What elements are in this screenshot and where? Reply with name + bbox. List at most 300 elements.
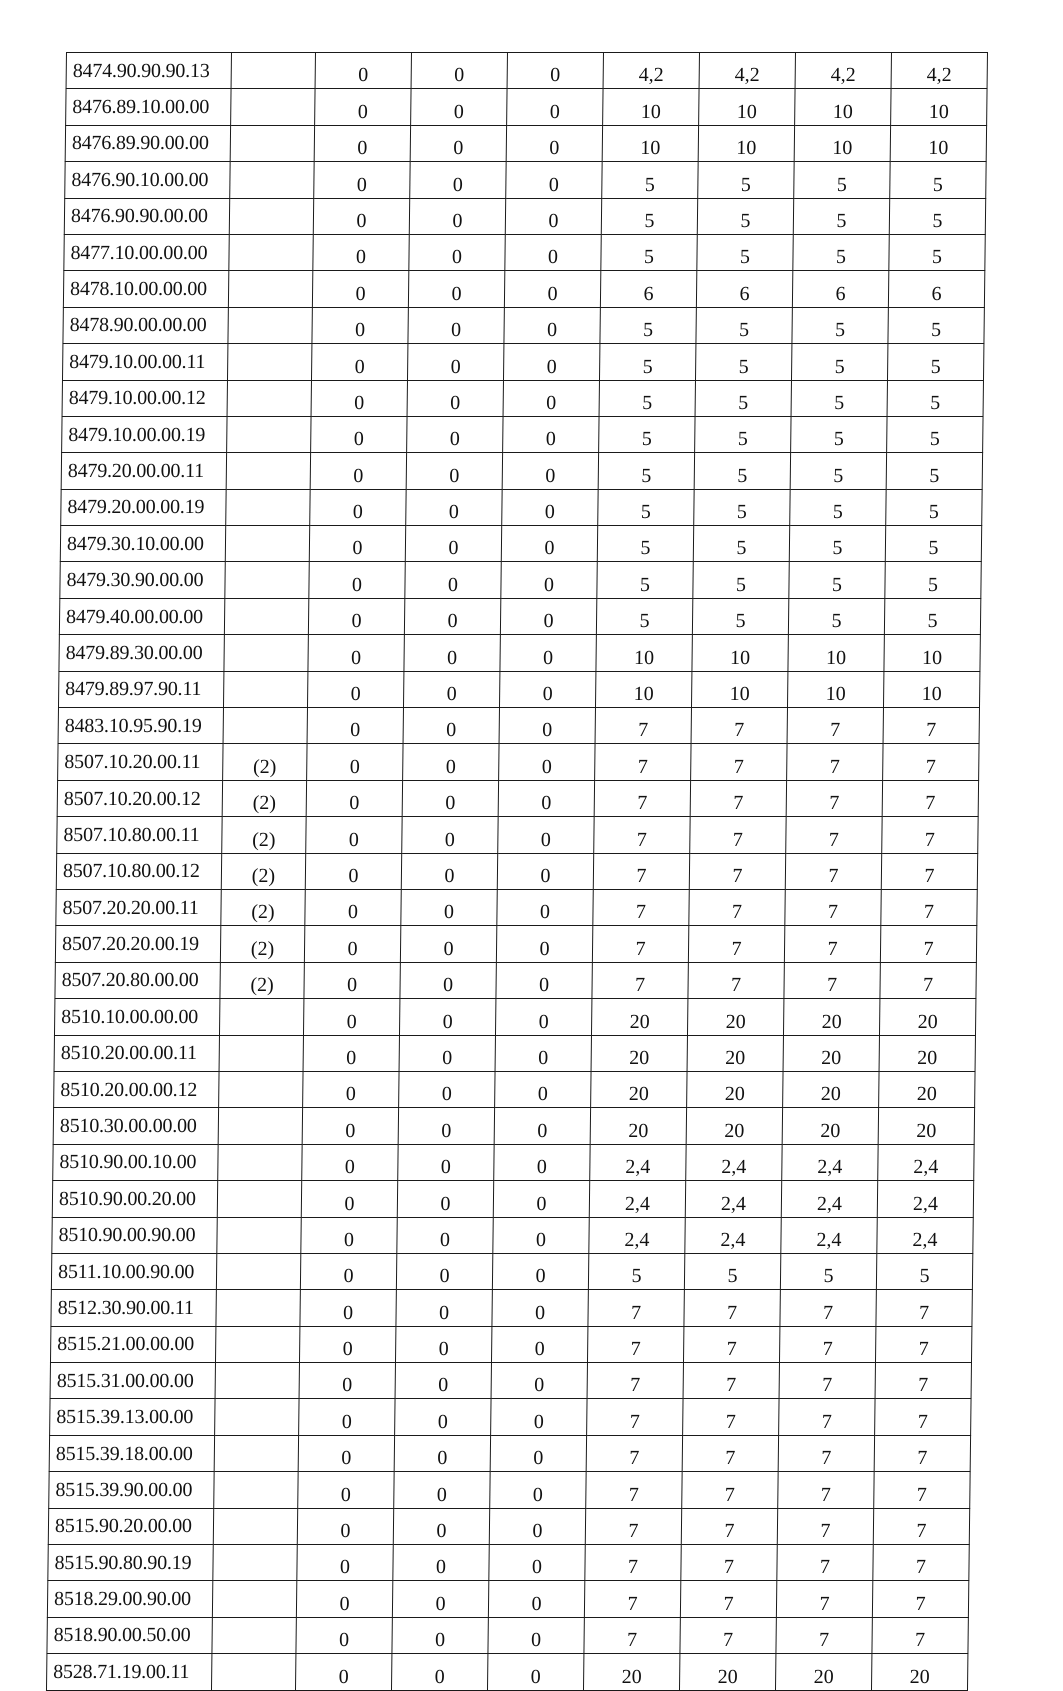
rate-cell-2: 0 bbox=[399, 999, 495, 1035]
rate-cell-2: 0 bbox=[403, 671, 499, 707]
rate-cell-5: 20 bbox=[687, 1071, 783, 1107]
rate-cell-6: 5 bbox=[793, 198, 889, 234]
rate-cell-7: 7 bbox=[873, 1508, 969, 1544]
rate-cell-3: 0 bbox=[497, 853, 593, 889]
rate-cell-5: 7 bbox=[680, 1581, 776, 1617]
tariff-code-cell: 8479.20.00.00.19 bbox=[61, 489, 226, 525]
rate-cell-2: 0 bbox=[392, 1581, 488, 1617]
rate-cell-3: 0 bbox=[489, 1508, 585, 1544]
tariff-code-cell: 8510.90.00.10.00 bbox=[53, 1144, 218, 1180]
rate-cell-2: 0 bbox=[394, 1435, 490, 1471]
tariff-code-cell: 8515.39.13.00.00 bbox=[50, 1399, 215, 1435]
table-row bbox=[66, 53, 987, 89]
rate-cell-1: 0 bbox=[311, 344, 407, 380]
tariff-table bbox=[46, 52, 988, 1691]
tariff-code-cell: 8476.89.10.00.00 bbox=[66, 89, 231, 125]
note-cell bbox=[219, 1035, 303, 1071]
rate-cell-6: 7 bbox=[776, 1581, 872, 1617]
tariff-code-cell: 8479.20.00.00.11 bbox=[61, 453, 226, 489]
rate-cell-5: 5 bbox=[695, 344, 791, 380]
note-cell bbox=[215, 1326, 299, 1362]
rate-cell-7: 7 bbox=[872, 1581, 968, 1617]
table-row bbox=[48, 1545, 969, 1581]
rate-cell-3: 0 bbox=[495, 999, 591, 1035]
rate-cell-6: 5 bbox=[789, 562, 885, 598]
tariff-code-cell: 8515.39.90.00.00 bbox=[49, 1472, 214, 1508]
rate-cell-3: 0 bbox=[506, 162, 602, 198]
rate-cell-4: 5 bbox=[598, 489, 694, 525]
note-cell bbox=[227, 380, 311, 416]
rate-cell-1: 0 bbox=[310, 489, 406, 525]
rate-cell-4: 7 bbox=[587, 1399, 683, 1435]
note-cell bbox=[219, 1071, 303, 1107]
rate-cell-3: 0 bbox=[498, 780, 594, 816]
tariff-code-cell: 8474.90.90.90.13 bbox=[66, 53, 231, 89]
tariff-code-cell: 8479.30.90.00.00 bbox=[60, 562, 225, 598]
rate-cell-1: 0 bbox=[312, 307, 408, 343]
rate-cell-4: 7 bbox=[595, 708, 691, 744]
table-row bbox=[51, 1253, 972, 1289]
table-row bbox=[54, 1035, 975, 1071]
rate-cell-2: 0 bbox=[408, 271, 504, 307]
note-cell: (2) bbox=[223, 744, 307, 780]
rate-cell-5: 7 bbox=[681, 1508, 777, 1544]
rate-cell-6: 20 bbox=[783, 1035, 879, 1071]
table-row bbox=[52, 1181, 973, 1217]
tariff-code-cell: 8479.89.30.00.00 bbox=[59, 635, 224, 671]
rate-cell-1: 0 bbox=[306, 780, 402, 816]
rate-cell-5: 5 bbox=[693, 526, 789, 562]
table-row bbox=[47, 1581, 968, 1617]
rate-cell-6: 4,2 bbox=[795, 53, 891, 89]
rate-cell-5: 20 bbox=[687, 1035, 783, 1071]
rate-cell-1: 0 bbox=[309, 562, 405, 598]
rate-cell-4: 7 bbox=[588, 1290, 684, 1326]
tariff-code-cell: 8476.90.90.00.00 bbox=[64, 198, 229, 234]
rate-cell-4: 5 bbox=[599, 380, 695, 416]
tariff-code-cell: 8479.40.00.00.00 bbox=[59, 598, 224, 634]
rate-cell-5: 10 bbox=[699, 89, 795, 125]
rate-cell-1: 0 bbox=[302, 1108, 398, 1144]
rate-cell-5: 5 bbox=[695, 416, 791, 452]
rate-cell-3: 0 bbox=[503, 380, 599, 416]
rate-cell-4: 7 bbox=[584, 1581, 680, 1617]
note-cell bbox=[229, 234, 313, 270]
rate-cell-6: 20 bbox=[782, 1108, 878, 1144]
rate-cell-1: 0 bbox=[295, 1654, 391, 1690]
tariff-table-body bbox=[46, 53, 987, 1691]
rate-cell-1: 0 bbox=[296, 1617, 392, 1653]
rate-cell-4: 5 bbox=[602, 162, 698, 198]
rate-cell-1: 0 bbox=[308, 635, 404, 671]
rate-cell-1: 0 bbox=[314, 125, 410, 161]
rate-cell-4: 7 bbox=[594, 817, 690, 853]
rate-cell-6: 7 bbox=[777, 1508, 873, 1544]
rate-cell-4: 7 bbox=[594, 780, 690, 816]
note-cell bbox=[219, 999, 303, 1035]
note-cell: (2) bbox=[221, 853, 305, 889]
rate-cell-6: 5 bbox=[780, 1253, 876, 1289]
rate-cell-6: 5 bbox=[789, 526, 885, 562]
rate-cell-3: 0 bbox=[507, 53, 603, 89]
rate-cell-5: 7 bbox=[689, 889, 785, 925]
tariff-code-cell: 8479.10.00.00.19 bbox=[62, 416, 227, 452]
note-cell bbox=[225, 562, 309, 598]
note-cell bbox=[230, 125, 314, 161]
rate-cell-1: 0 bbox=[308, 598, 404, 634]
note-cell bbox=[217, 1181, 301, 1217]
table-row bbox=[46, 1654, 967, 1690]
rate-cell-5: 5 bbox=[697, 234, 793, 270]
table-row bbox=[62, 416, 983, 452]
note-cell: (2) bbox=[220, 926, 304, 962]
note-cell bbox=[226, 453, 310, 489]
rate-cell-6: 10 bbox=[788, 635, 884, 671]
rate-cell-7: 10 bbox=[890, 125, 986, 161]
rate-cell-5: 10 bbox=[691, 671, 787, 707]
rate-cell-5: 7 bbox=[688, 926, 784, 962]
note-cell bbox=[214, 1435, 298, 1471]
note-cell bbox=[229, 198, 313, 234]
rate-cell-5: 10 bbox=[698, 125, 794, 161]
table-row bbox=[61, 489, 982, 525]
rate-cell-1: 0 bbox=[300, 1290, 396, 1326]
rate-cell-6: 20 bbox=[783, 999, 879, 1035]
rate-cell-2: 0 bbox=[411, 53, 507, 89]
rate-cell-3: 0 bbox=[496, 962, 592, 998]
rate-cell-1: 0 bbox=[305, 853, 401, 889]
rate-cell-2: 0 bbox=[405, 562, 501, 598]
rate-cell-1: 0 bbox=[300, 1253, 396, 1289]
note-cell bbox=[223, 671, 307, 707]
rate-cell-6: 5 bbox=[790, 453, 886, 489]
tariff-code-cell: 8507.10.20.00.12 bbox=[57, 780, 222, 816]
rate-cell-4: 7 bbox=[593, 889, 689, 925]
rate-cell-5: 5 bbox=[696, 307, 792, 343]
table-row bbox=[58, 671, 979, 707]
note-cell: (2) bbox=[222, 780, 306, 816]
tariff-code-cell: 8510.10.00.00.00 bbox=[54, 999, 219, 1035]
rate-cell-2: 0 bbox=[400, 926, 496, 962]
note-cell bbox=[231, 89, 315, 125]
rate-cell-2: 0 bbox=[396, 1253, 492, 1289]
rate-cell-2: 0 bbox=[410, 162, 506, 198]
rate-cell-2: 0 bbox=[403, 708, 499, 744]
rate-cell-6: 20 bbox=[775, 1654, 871, 1690]
rate-cell-4: 7 bbox=[585, 1508, 681, 1544]
table-row bbox=[51, 1290, 972, 1326]
rate-cell-3: 0 bbox=[488, 1581, 584, 1617]
rate-cell-6: 7 bbox=[779, 1399, 875, 1435]
rate-cell-5: 7 bbox=[690, 780, 786, 816]
rate-cell-3: 0 bbox=[499, 744, 595, 780]
rate-cell-7: 20 bbox=[879, 1071, 975, 1107]
rate-cell-6: 7 bbox=[784, 926, 880, 962]
tariff-code-cell: 8476.90.10.00.00 bbox=[65, 162, 230, 198]
rate-cell-7: 7 bbox=[876, 1290, 972, 1326]
rate-cell-3: 0 bbox=[499, 671, 595, 707]
tariff-code-cell: 8507.10.20.00.11 bbox=[58, 744, 223, 780]
rate-cell-7: 7 bbox=[875, 1326, 971, 1362]
rate-cell-4: 2,4 bbox=[590, 1144, 686, 1180]
rate-cell-5: 7 bbox=[689, 853, 785, 889]
rate-cell-6: 5 bbox=[788, 598, 884, 634]
note-cell bbox=[218, 1108, 302, 1144]
rate-cell-5: 4,2 bbox=[699, 53, 795, 89]
rate-cell-5: 7 bbox=[691, 708, 787, 744]
note-cell bbox=[227, 344, 311, 380]
rate-cell-5: 10 bbox=[692, 635, 788, 671]
rate-cell-3: 0 bbox=[491, 1399, 587, 1435]
table-row bbox=[62, 344, 983, 380]
rate-cell-2: 0 bbox=[402, 817, 498, 853]
rate-cell-2: 0 bbox=[402, 780, 498, 816]
note-cell bbox=[213, 1508, 297, 1544]
rate-cell-6: 5 bbox=[791, 416, 887, 452]
rate-cell-1: 0 bbox=[297, 1508, 393, 1544]
rate-cell-4: 20 bbox=[591, 999, 687, 1035]
rate-cell-3: 0 bbox=[492, 1290, 588, 1326]
rate-cell-6: 7 bbox=[776, 1617, 872, 1653]
rate-cell-2: 0 bbox=[395, 1399, 491, 1435]
rate-cell-3: 0 bbox=[492, 1253, 588, 1289]
note-cell bbox=[226, 489, 310, 525]
rate-cell-6: 2,4 bbox=[782, 1144, 878, 1180]
rate-cell-2: 0 bbox=[395, 1363, 491, 1399]
rate-cell-4: 10 bbox=[602, 125, 698, 161]
rate-cell-1: 0 bbox=[303, 1035, 399, 1071]
tariff-code-cell: 8518.90.00.50.00 bbox=[47, 1617, 212, 1653]
rate-cell-1: 0 bbox=[299, 1399, 395, 1435]
rate-cell-3: 0 bbox=[493, 1181, 589, 1217]
tariff-code-cell: 8507.20.80.00.00 bbox=[55, 962, 220, 998]
table-row bbox=[58, 744, 979, 780]
rate-cell-1: 0 bbox=[304, 962, 400, 998]
tariff-code-cell: 8515.90.20.00.00 bbox=[48, 1508, 213, 1544]
table-row bbox=[66, 89, 987, 125]
rate-cell-6: 7 bbox=[778, 1435, 874, 1471]
tariff-code-cell: 8507.10.80.00.11 bbox=[57, 817, 222, 853]
rate-cell-6: 7 bbox=[787, 744, 883, 780]
rate-cell-1: 0 bbox=[307, 744, 403, 780]
rate-cell-1: 0 bbox=[315, 53, 411, 89]
rate-cell-3: 0 bbox=[495, 1035, 591, 1071]
table-row bbox=[47, 1617, 968, 1653]
rate-cell-7: 7 bbox=[880, 962, 976, 998]
rate-cell-5: 7 bbox=[683, 1326, 779, 1362]
rate-cell-2: 0 bbox=[403, 744, 499, 780]
rate-cell-3: 0 bbox=[500, 598, 596, 634]
rate-cell-4: 5 bbox=[597, 526, 693, 562]
rate-cell-6: 7 bbox=[778, 1472, 874, 1508]
rate-cell-7: 5 bbox=[888, 307, 984, 343]
rate-cell-2: 0 bbox=[396, 1290, 492, 1326]
note-cell: (2) bbox=[222, 817, 306, 853]
note-cell bbox=[231, 53, 315, 89]
rate-cell-4: 10 bbox=[595, 671, 691, 707]
rate-cell-6: 7 bbox=[786, 817, 882, 853]
tariff-code-cell: 8483.10.95.90.19 bbox=[58, 708, 223, 744]
rate-cell-2: 0 bbox=[401, 853, 497, 889]
rate-cell-7: 7 bbox=[880, 926, 976, 962]
rate-cell-3: 0 bbox=[498, 817, 594, 853]
rate-cell-4: 10 bbox=[603, 89, 699, 125]
rate-cell-6: 7 bbox=[780, 1290, 876, 1326]
rate-cell-6: 7 bbox=[779, 1326, 875, 1362]
note-cell: (2) bbox=[221, 889, 305, 925]
rate-cell-2: 0 bbox=[391, 1654, 487, 1690]
table-row bbox=[53, 1144, 974, 1180]
rate-cell-3: 0 bbox=[507, 89, 603, 125]
rate-cell-1: 0 bbox=[311, 416, 407, 452]
rate-cell-2: 0 bbox=[401, 889, 497, 925]
rate-cell-7: 4,2 bbox=[891, 53, 987, 89]
rate-cell-4: 20 bbox=[591, 1035, 687, 1071]
rate-cell-4: 2,4 bbox=[589, 1217, 685, 1253]
rate-cell-7: 20 bbox=[879, 1035, 975, 1071]
rate-cell-7: 5 bbox=[887, 380, 983, 416]
rate-cell-3: 0 bbox=[491, 1326, 587, 1362]
rate-cell-6: 5 bbox=[794, 162, 890, 198]
note-cell bbox=[228, 307, 312, 343]
rate-cell-4: 5 bbox=[596, 598, 692, 634]
rate-cell-1: 0 bbox=[302, 1144, 398, 1180]
rate-cell-5: 5 bbox=[698, 162, 794, 198]
rate-cell-2: 0 bbox=[407, 416, 503, 452]
table-row bbox=[64, 198, 985, 234]
rate-cell-2: 0 bbox=[397, 1181, 493, 1217]
table-row bbox=[59, 635, 980, 671]
rate-cell-4: 5 bbox=[601, 234, 697, 270]
tariff-code-cell: 8507.20.20.00.19 bbox=[55, 926, 220, 962]
rate-cell-7: 5 bbox=[876, 1253, 972, 1289]
rate-cell-4: 7 bbox=[593, 853, 689, 889]
rate-cell-4: 5 bbox=[599, 416, 695, 452]
rate-cell-5: 5 bbox=[692, 598, 788, 634]
tariff-code-cell: 8510.20.00.00.12 bbox=[54, 1071, 219, 1107]
tariff-code-cell: 8479.30.10.00.00 bbox=[60, 526, 225, 562]
rate-cell-3: 0 bbox=[503, 344, 599, 380]
rate-cell-3: 0 bbox=[490, 1435, 586, 1471]
table-row bbox=[55, 962, 976, 998]
rate-cell-2: 0 bbox=[399, 1035, 495, 1071]
rate-cell-2: 0 bbox=[397, 1217, 493, 1253]
rate-cell-4: 5 bbox=[597, 562, 693, 598]
table-row bbox=[54, 999, 975, 1035]
table-row bbox=[49, 1472, 970, 1508]
tariff-code-cell: 8479.89.97.90.11 bbox=[58, 671, 223, 707]
tariff-code-cell: 8478.90.00.00.00 bbox=[63, 307, 228, 343]
rate-cell-1: 0 bbox=[299, 1326, 395, 1362]
rate-cell-2: 0 bbox=[411, 89, 507, 125]
rate-cell-7: 7 bbox=[873, 1545, 969, 1581]
rate-cell-5: 5 bbox=[694, 489, 790, 525]
rate-cell-3: 0 bbox=[505, 198, 601, 234]
rate-cell-2: 0 bbox=[394, 1472, 490, 1508]
note-cell bbox=[215, 1399, 299, 1435]
rate-cell-7: 5 bbox=[885, 562, 981, 598]
tariff-code-cell: 8510.20.00.00.11 bbox=[54, 1035, 219, 1071]
tariff-code-cell: 8510.90.00.20.00 bbox=[52, 1181, 217, 1217]
rate-cell-7: 7 bbox=[881, 853, 977, 889]
rate-cell-2: 0 bbox=[399, 1071, 495, 1107]
rate-cell-2: 0 bbox=[406, 489, 502, 525]
rate-cell-7: 5 bbox=[884, 598, 980, 634]
rate-cell-1: 0 bbox=[310, 453, 406, 489]
rate-cell-3: 0 bbox=[494, 1108, 590, 1144]
tariff-code-cell: 8515.90.80.90.19 bbox=[48, 1545, 213, 1581]
note-cell bbox=[225, 526, 309, 562]
note-cell: (2) bbox=[220, 962, 304, 998]
rate-cell-3: 0 bbox=[502, 453, 598, 489]
tariff-code-cell: 8512.30.90.00.11 bbox=[51, 1290, 216, 1326]
note-cell bbox=[215, 1363, 299, 1399]
note-cell bbox=[211, 1654, 295, 1690]
rate-cell-1: 0 bbox=[296, 1581, 392, 1617]
rate-cell-7: 7 bbox=[882, 780, 978, 816]
table-row bbox=[60, 562, 981, 598]
rate-cell-6: 7 bbox=[786, 780, 882, 816]
rate-cell-4: 5 bbox=[599, 344, 695, 380]
rate-cell-4: 20 bbox=[590, 1108, 686, 1144]
rate-cell-3: 0 bbox=[493, 1217, 589, 1253]
rate-cell-4: 4,2 bbox=[603, 53, 699, 89]
rate-cell-3: 0 bbox=[501, 562, 597, 598]
rate-cell-1: 0 bbox=[307, 708, 403, 744]
note-cell bbox=[224, 635, 308, 671]
note-cell bbox=[212, 1617, 296, 1653]
rate-cell-5: 20 bbox=[686, 1108, 782, 1144]
rate-cell-2: 0 bbox=[392, 1617, 488, 1653]
rate-cell-4: 6 bbox=[600, 271, 696, 307]
rate-cell-1: 0 bbox=[301, 1217, 397, 1253]
rate-cell-2: 0 bbox=[409, 234, 505, 270]
rate-cell-6: 6 bbox=[792, 271, 888, 307]
rate-cell-2: 0 bbox=[404, 635, 500, 671]
rate-cell-5: 5 bbox=[684, 1253, 780, 1289]
table-row bbox=[54, 1071, 975, 1107]
note-cell bbox=[212, 1581, 296, 1617]
table-row bbox=[53, 1108, 974, 1144]
rate-cell-1: 0 bbox=[306, 817, 402, 853]
rate-cell-1: 0 bbox=[314, 162, 410, 198]
rate-cell-7: 5 bbox=[887, 416, 983, 452]
rate-cell-6: 10 bbox=[794, 125, 890, 161]
note-cell bbox=[218, 1144, 302, 1180]
rate-cell-3: 0 bbox=[491, 1363, 587, 1399]
table-row bbox=[64, 234, 985, 270]
rate-cell-1: 0 bbox=[303, 1071, 399, 1107]
rate-cell-6: 5 bbox=[791, 380, 887, 416]
rate-cell-1: 0 bbox=[298, 1472, 394, 1508]
rate-cell-5: 7 bbox=[691, 744, 787, 780]
rate-cell-1: 0 bbox=[309, 526, 405, 562]
rate-cell-7: 6 bbox=[888, 271, 984, 307]
rate-cell-5: 6 bbox=[696, 271, 792, 307]
note-cell bbox=[224, 598, 308, 634]
rate-cell-6: 5 bbox=[793, 234, 889, 270]
rate-cell-2: 0 bbox=[393, 1508, 489, 1544]
rate-cell-7: 10 bbox=[883, 671, 979, 707]
rate-cell-4: 7 bbox=[586, 1472, 682, 1508]
rate-cell-7: 2,4 bbox=[877, 1217, 973, 1253]
rate-cell-2: 0 bbox=[407, 344, 503, 380]
table-row bbox=[63, 307, 984, 343]
rate-cell-7: 7 bbox=[883, 744, 979, 780]
rate-cell-3: 0 bbox=[487, 1654, 583, 1690]
rate-cell-4: 10 bbox=[596, 635, 692, 671]
rate-cell-2: 0 bbox=[395, 1326, 491, 1362]
